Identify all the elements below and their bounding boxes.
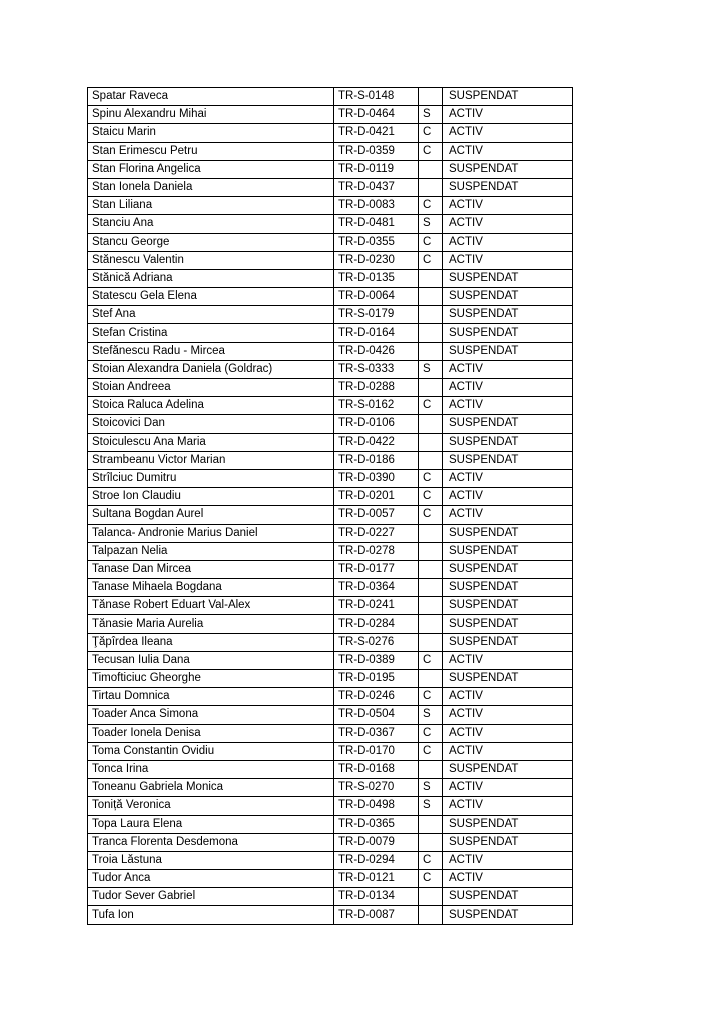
person-name-cell: Staicu Marin xyxy=(88,124,334,142)
person-name-cell: Toader Anca Simona xyxy=(88,706,334,724)
table-row xyxy=(88,524,573,542)
flag-cell xyxy=(419,833,443,851)
status-cell: SUSPENDAT xyxy=(443,288,573,306)
status-cell: ACTIV xyxy=(443,488,573,506)
registry-table xyxy=(87,87,573,925)
status-cell: SUSPENDAT xyxy=(443,524,573,542)
status-cell: SUSPENDAT xyxy=(443,542,573,560)
person-name-cell: Toneanu Gabriela Monica xyxy=(88,779,334,797)
table-row xyxy=(88,670,573,688)
person-name-cell: Topa Laura Elena xyxy=(88,815,334,833)
table-row xyxy=(88,906,573,924)
person-name-cell: Stan Liliana xyxy=(88,197,334,215)
status-cell: ACTIV xyxy=(443,124,573,142)
flag-cell xyxy=(419,306,443,324)
registration-code-cell: TR-D-0389 xyxy=(334,651,419,669)
flag-cell xyxy=(419,579,443,597)
person-name-cell: Tănasie Maria Aurelia xyxy=(88,615,334,633)
registration-code-cell: TR-D-0284 xyxy=(334,615,419,633)
person-name-cell: Tirtau Domnica xyxy=(88,688,334,706)
table-row xyxy=(88,269,573,287)
person-name-cell: Sultana Bogdan Aurel xyxy=(88,506,334,524)
flag-cell xyxy=(419,906,443,924)
table-row xyxy=(88,488,573,506)
table-row xyxy=(88,851,573,869)
table-row xyxy=(88,506,573,524)
flag-cell: S xyxy=(419,360,443,378)
registration-code-cell: TR-D-0437 xyxy=(334,178,419,196)
registration-code-cell: TR-D-0364 xyxy=(334,579,419,597)
table-row xyxy=(88,797,573,815)
person-name-cell: Stefan Cristina xyxy=(88,324,334,342)
flag-cell: C xyxy=(419,397,443,415)
status-cell: SUSPENDAT xyxy=(443,415,573,433)
registration-code-cell: TR-D-0087 xyxy=(334,906,419,924)
registration-code-cell: TR-D-0135 xyxy=(334,269,419,287)
person-name-cell: Stanciu Ana xyxy=(88,215,334,233)
status-cell: ACTIV xyxy=(443,397,573,415)
status-cell: SUSPENDAT xyxy=(443,269,573,287)
person-name-cell: Timofticiuc Gheorghe xyxy=(88,670,334,688)
registration-code-cell: TR-D-0134 xyxy=(334,888,419,906)
flag-cell: C xyxy=(419,251,443,269)
registration-code-cell: TR-D-0422 xyxy=(334,433,419,451)
status-cell: ACTIV xyxy=(443,233,573,251)
table-row xyxy=(88,160,573,178)
registration-code-cell: TR-D-0359 xyxy=(334,142,419,160)
flag-cell xyxy=(419,178,443,196)
table-row xyxy=(88,542,573,560)
person-name-cell: Stănică Adriana xyxy=(88,269,334,287)
person-name-cell: Stan Florina Angelica xyxy=(88,160,334,178)
table-row xyxy=(88,360,573,378)
registration-code-cell: TR-D-0201 xyxy=(334,488,419,506)
registration-code-cell: TR-D-0083 xyxy=(334,197,419,215)
registration-code-cell: TR-D-0057 xyxy=(334,506,419,524)
registration-code-cell: TR-D-0168 xyxy=(334,760,419,778)
person-name-cell: Tufa Ion xyxy=(88,906,334,924)
status-cell: SUSPENDAT xyxy=(443,615,573,633)
registration-code-cell: TR-D-0464 xyxy=(334,106,419,124)
person-name-cell: Toader Ionela Denisa xyxy=(88,724,334,742)
person-name-cell: Talpazan Nelia xyxy=(88,542,334,560)
registration-code-cell: TR-D-0079 xyxy=(334,833,419,851)
registration-code-cell: TR-D-0288 xyxy=(334,379,419,397)
table-row xyxy=(88,760,573,778)
person-name-cell: Tonca Irina xyxy=(88,760,334,778)
person-name-cell: Tecusan Iulia Dana xyxy=(88,651,334,669)
table-row xyxy=(88,651,573,669)
table-row xyxy=(88,451,573,469)
status-cell: SUSPENDAT xyxy=(443,324,573,342)
registration-code-cell: TR-D-0195 xyxy=(334,670,419,688)
table-row xyxy=(88,415,573,433)
table-row xyxy=(88,779,573,797)
person-name-cell: Stoicovici Dan xyxy=(88,415,334,433)
status-cell: SUSPENDAT xyxy=(443,178,573,196)
flag-cell: C xyxy=(419,233,443,251)
table-row xyxy=(88,324,573,342)
registration-code-cell: TR-S-0270 xyxy=(334,779,419,797)
flag-cell xyxy=(419,888,443,906)
registration-code-cell: TR-D-0227 xyxy=(334,524,419,542)
registration-code-cell: TR-S-0162 xyxy=(334,397,419,415)
registration-code-cell: TR-D-0241 xyxy=(334,597,419,615)
status-cell: ACTIV xyxy=(443,506,573,524)
status-cell: ACTIV xyxy=(443,106,573,124)
person-name-cell: Stroe Ion Claudiu xyxy=(88,488,334,506)
person-name-cell: Tudor Anca xyxy=(88,870,334,888)
registration-code-cell: TR-D-0504 xyxy=(334,706,419,724)
person-name-cell: Strambeanu Victor Marian xyxy=(88,451,334,469)
status-cell: ACTIV xyxy=(443,779,573,797)
person-name-cell: Spatar Raveca xyxy=(88,88,334,106)
person-name-cell: Ţăpîrdea Ileana xyxy=(88,633,334,651)
flag-cell xyxy=(419,324,443,342)
flag-cell: C xyxy=(419,488,443,506)
status-cell: SUSPENDAT xyxy=(443,306,573,324)
registration-code-cell: TR-D-0170 xyxy=(334,742,419,760)
person-name-cell: Stef Ana xyxy=(88,306,334,324)
registration-code-cell: TR-D-0119 xyxy=(334,160,419,178)
registration-code-cell: TR-D-0278 xyxy=(334,542,419,560)
status-cell: SUSPENDAT xyxy=(443,342,573,360)
table-row xyxy=(88,724,573,742)
registration-code-cell: TR-S-0179 xyxy=(334,306,419,324)
table-row xyxy=(88,597,573,615)
status-cell: SUSPENDAT xyxy=(443,815,573,833)
table-row xyxy=(88,251,573,269)
status-cell: ACTIV xyxy=(443,197,573,215)
registration-code-cell: TR-D-0367 xyxy=(334,724,419,742)
flag-cell xyxy=(419,415,443,433)
flag-cell xyxy=(419,597,443,615)
flag-cell xyxy=(419,379,443,397)
person-name-cell: Stancu George xyxy=(88,233,334,251)
status-cell: ACTIV xyxy=(443,797,573,815)
flag-cell xyxy=(419,88,443,106)
flag-cell xyxy=(419,433,443,451)
table-row xyxy=(88,379,573,397)
flag-cell xyxy=(419,451,443,469)
registration-code-cell: TR-S-0276 xyxy=(334,633,419,651)
status-cell: ACTIV xyxy=(443,870,573,888)
person-name-cell: Stan Erimescu Petru xyxy=(88,142,334,160)
status-cell: ACTIV xyxy=(443,724,573,742)
table-row xyxy=(88,288,573,306)
registration-code-cell: TR-D-0481 xyxy=(334,215,419,233)
person-name-cell: Toniță Veronica xyxy=(88,797,334,815)
person-name-cell: Stănescu Valentin xyxy=(88,251,334,269)
status-cell: SUSPENDAT xyxy=(443,906,573,924)
status-cell: SUSPENDAT xyxy=(443,433,573,451)
flag-cell xyxy=(419,524,443,542)
registry-table-body xyxy=(88,88,573,925)
table-row xyxy=(88,433,573,451)
person-name-cell: Tanase Dan Mircea xyxy=(88,560,334,578)
registration-code-cell: TR-D-0186 xyxy=(334,451,419,469)
table-row xyxy=(88,815,573,833)
table-row xyxy=(88,633,573,651)
registration-code-cell: TR-D-0177 xyxy=(334,560,419,578)
table-row xyxy=(88,833,573,851)
flag-cell: S xyxy=(419,215,443,233)
status-cell: ACTIV xyxy=(443,742,573,760)
person-name-cell: Statescu Gela Elena xyxy=(88,288,334,306)
status-cell: ACTIV xyxy=(443,215,573,233)
flag-cell xyxy=(419,633,443,651)
table-row xyxy=(88,742,573,760)
person-name-cell: Tănase Robert Eduart Val-Alex xyxy=(88,597,334,615)
flag-cell: C xyxy=(419,142,443,160)
status-cell: ACTIV xyxy=(443,651,573,669)
flag-cell: C xyxy=(419,870,443,888)
person-name-cell: Tudor Sever Gabriel xyxy=(88,888,334,906)
table-row xyxy=(88,706,573,724)
table-row xyxy=(88,215,573,233)
flag-cell xyxy=(419,615,443,633)
table-row xyxy=(88,560,573,578)
status-cell: SUSPENDAT xyxy=(443,833,573,851)
status-cell: ACTIV xyxy=(443,360,573,378)
registration-code-cell: TR-D-0365 xyxy=(334,815,419,833)
flag-cell: S xyxy=(419,706,443,724)
registration-code-cell: TR-D-0294 xyxy=(334,851,419,869)
flag-cell xyxy=(419,815,443,833)
registration-code-cell: TR-D-0164 xyxy=(334,324,419,342)
flag-cell xyxy=(419,269,443,287)
flag-cell: C xyxy=(419,469,443,487)
table-row xyxy=(88,306,573,324)
registration-code-cell: TR-D-0230 xyxy=(334,251,419,269)
flag-cell xyxy=(419,560,443,578)
status-cell: SUSPENDAT xyxy=(443,760,573,778)
table-row xyxy=(88,469,573,487)
status-cell: SUSPENDAT xyxy=(443,670,573,688)
table-row xyxy=(88,88,573,106)
registration-code-cell: TR-D-0355 xyxy=(334,233,419,251)
status-cell: ACTIV xyxy=(443,706,573,724)
table-row xyxy=(88,870,573,888)
flag-cell: C xyxy=(419,651,443,669)
flag-cell: C xyxy=(419,724,443,742)
status-cell: SUSPENDAT xyxy=(443,888,573,906)
registration-code-cell: TR-S-0148 xyxy=(334,88,419,106)
flag-cell: C xyxy=(419,506,443,524)
status-cell: ACTIV xyxy=(443,142,573,160)
person-name-cell: Talanca- Andronie Marius Daniel xyxy=(88,524,334,542)
status-cell: SUSPENDAT xyxy=(443,579,573,597)
status-cell: SUSPENDAT xyxy=(443,560,573,578)
person-name-cell: Toma Constantin Ovidiu xyxy=(88,742,334,760)
flag-cell xyxy=(419,342,443,360)
table-row xyxy=(88,233,573,251)
status-cell: SUSPENDAT xyxy=(443,160,573,178)
person-name-cell: Stoiculescu Ana Maria xyxy=(88,433,334,451)
flag-cell xyxy=(419,288,443,306)
flag-cell: C xyxy=(419,688,443,706)
status-cell: ACTIV xyxy=(443,469,573,487)
table-row xyxy=(88,178,573,196)
table-row xyxy=(88,397,573,415)
person-name-cell: Stoian Alexandra Daniela (Goldrac) xyxy=(88,360,334,378)
registration-code-cell: TR-D-0390 xyxy=(334,469,419,487)
status-cell: SUSPENDAT xyxy=(443,597,573,615)
registration-code-cell: TR-D-0106 xyxy=(334,415,419,433)
status-cell: ACTIV xyxy=(443,851,573,869)
flag-cell: C xyxy=(419,197,443,215)
status-cell: SUSPENDAT xyxy=(443,451,573,469)
person-name-cell: Stefănescu Radu - Mircea xyxy=(88,342,334,360)
registration-code-cell: TR-D-0064 xyxy=(334,288,419,306)
table-row xyxy=(88,342,573,360)
registration-code-cell: TR-D-0421 xyxy=(334,124,419,142)
table-row xyxy=(88,124,573,142)
registration-code-cell: TR-D-0246 xyxy=(334,688,419,706)
table-row xyxy=(88,197,573,215)
person-name-cell: Stoian Andreea xyxy=(88,379,334,397)
flag-cell: S xyxy=(419,779,443,797)
status-cell: ACTIV xyxy=(443,379,573,397)
flag-cell: C xyxy=(419,742,443,760)
flag-cell: S xyxy=(419,106,443,124)
table-row xyxy=(88,142,573,160)
status-cell: ACTIV xyxy=(443,251,573,269)
table-row xyxy=(88,688,573,706)
table-row xyxy=(88,106,573,124)
person-name-cell: Tanase Mihaela Bogdana xyxy=(88,579,334,597)
table-row xyxy=(88,579,573,597)
person-name-cell: Spinu Alexandru Mihai xyxy=(88,106,334,124)
person-name-cell: Tranca Florenta Desdemona xyxy=(88,833,334,851)
person-name-cell: Troia Lăstuna xyxy=(88,851,334,869)
status-cell: SUSPENDAT xyxy=(443,633,573,651)
status-cell: ACTIV xyxy=(443,688,573,706)
table-row xyxy=(88,888,573,906)
table-row xyxy=(88,615,573,633)
flag-cell xyxy=(419,542,443,560)
person-name-cell: Stan Ionela Daniela xyxy=(88,178,334,196)
flag-cell xyxy=(419,670,443,688)
flag-cell: C xyxy=(419,124,443,142)
status-cell: SUSPENDAT xyxy=(443,88,573,106)
person-name-cell: Stoica Raluca Adelina xyxy=(88,397,334,415)
flag-cell: S xyxy=(419,797,443,815)
registration-code-cell: TR-D-0121 xyxy=(334,870,419,888)
flag-cell xyxy=(419,760,443,778)
flag-cell xyxy=(419,160,443,178)
registration-code-cell: TR-D-0426 xyxy=(334,342,419,360)
registration-code-cell: TR-D-0498 xyxy=(334,797,419,815)
person-name-cell: Strîlciuc Dumitru xyxy=(88,469,334,487)
registration-code-cell: TR-S-0333 xyxy=(334,360,419,378)
flag-cell: C xyxy=(419,851,443,869)
